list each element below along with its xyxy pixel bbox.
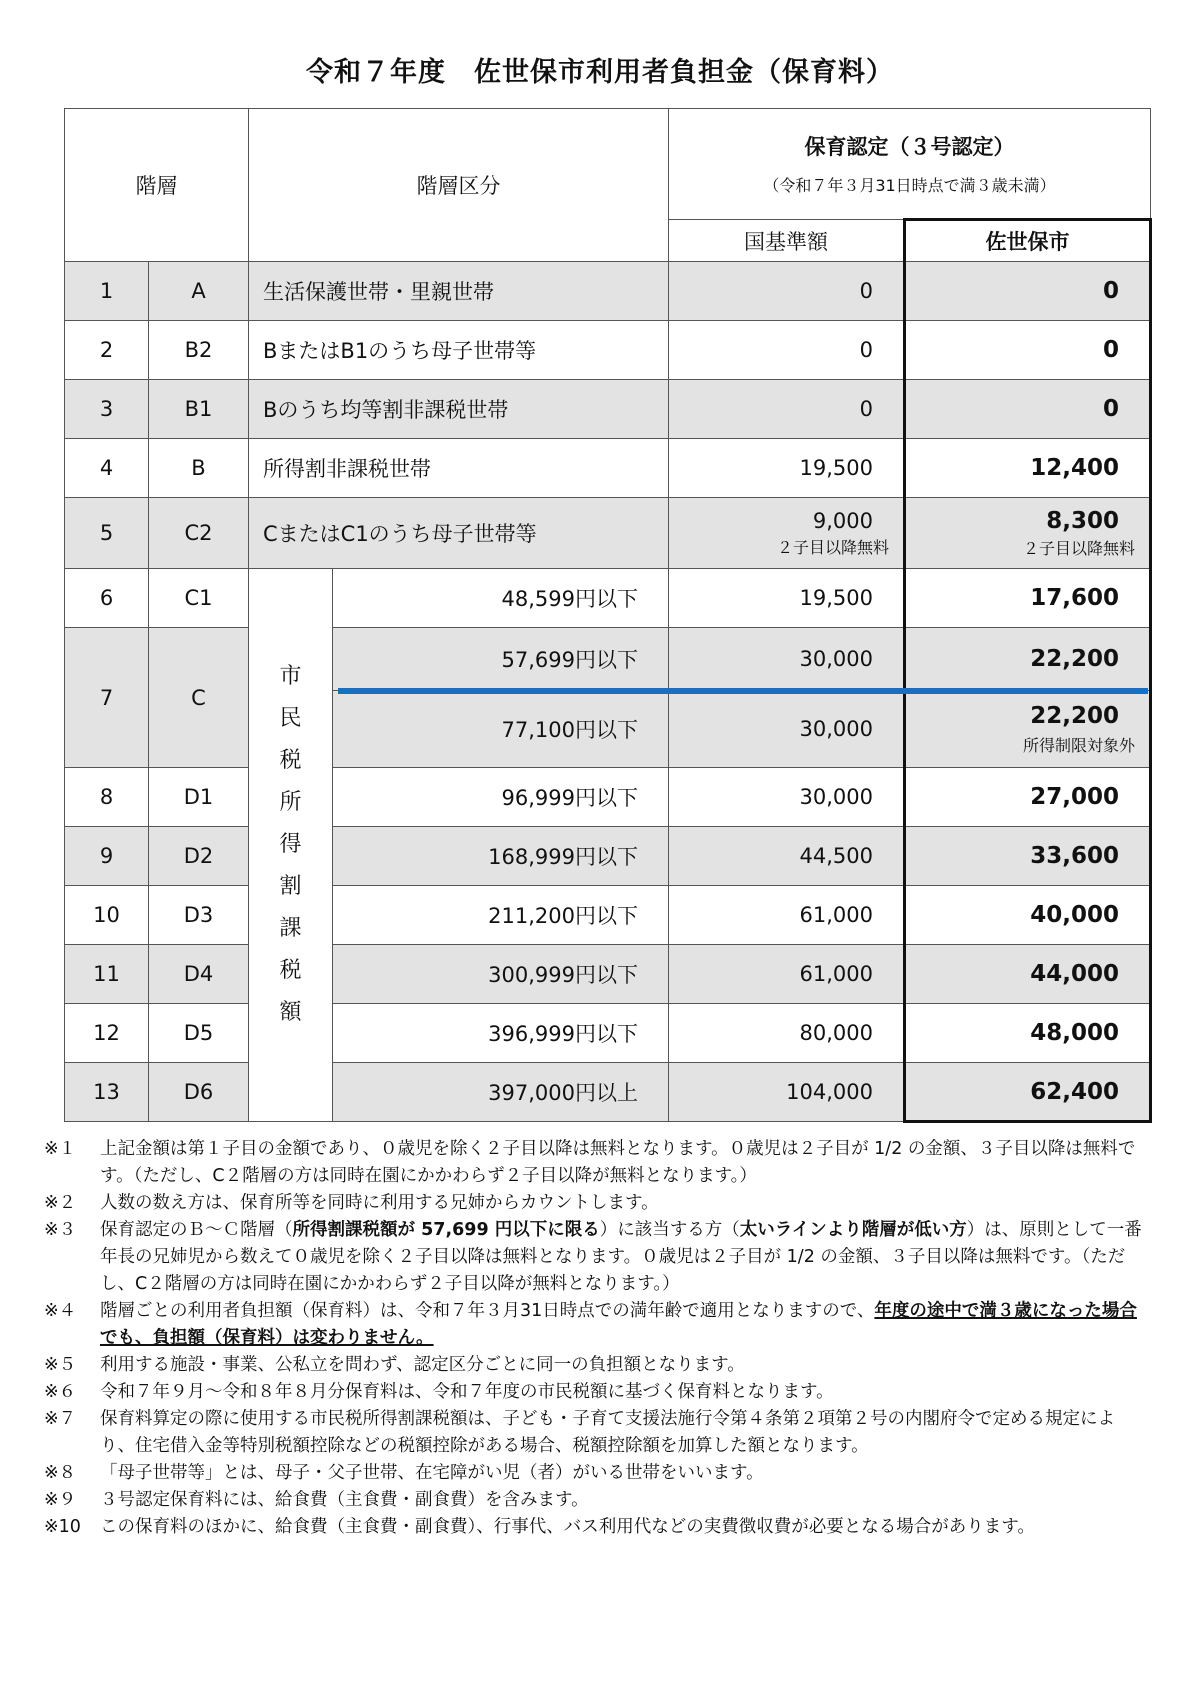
- note-4: [44, 1298, 1144, 1352]
- tier-code: D1: [149, 768, 249, 827]
- tier-number: 12: [65, 1004, 149, 1063]
- sasebo-value: 8,300: [1046, 507, 1119, 534]
- tier-code: C1: [149, 569, 249, 628]
- sasebo-note: ２子目以降無料: [1022, 538, 1135, 558]
- tier-code: D5: [149, 1004, 249, 1063]
- sasebo-amount: 12,400: [905, 439, 1151, 498]
- income-limit-line: [338, 688, 1148, 694]
- note-text: 「母子世帯等」とは、母子・父子世帯、在宅障がい児（者）がいる世帯をいいます。: [100, 1463, 764, 1483]
- sasebo-amount: 62,400: [905, 1063, 1151, 1122]
- tier-code: C: [149, 628, 249, 768]
- tier-label: Bのうち均等割非課税世帯: [249, 380, 669, 439]
- national-note: ２子目以降無料: [776, 537, 889, 557]
- tier-number: 11: [65, 945, 149, 1004]
- header-tier: 階層: [65, 109, 249, 262]
- sasebo-amount: 0: [905, 321, 1151, 380]
- sasebo-amount: [905, 498, 1151, 569]
- tier-code: C2: [149, 498, 249, 569]
- table-row: [65, 768, 1151, 827]
- national-amount: 61,000: [669, 886, 905, 945]
- note-6: [44, 1379, 1144, 1406]
- header-division: 階層区分: [249, 109, 669, 262]
- certification-subtitle: （令和７年３月31日時点で満３歳未満）: [763, 176, 1056, 195]
- note-text: 階層ごとの利用者負担額（保育料）は、令和７年３月31日時点での満年齢で適用となりますので、年度の途中で満３歳になった場合でも、負担額（保育料）は変わりません。: [100, 1301, 1137, 1348]
- tax-threshold: 211,200円以下: [333, 886, 669, 945]
- national-amount: [669, 498, 905, 569]
- certification-title: 保育認定（３号認定）: [804, 135, 1015, 159]
- national-amount: 0: [669, 262, 905, 321]
- table-row: [65, 1063, 1151, 1122]
- tier-label: BまたはB1のうち母子世帯等: [249, 321, 669, 380]
- table-row: [65, 1004, 1151, 1063]
- tier-number: 10: [65, 886, 149, 945]
- tier-number: 1: [65, 262, 149, 321]
- note-text: 利用する施設・事業、公私立を問わず、認定区分ごとに同一の負担額となります。: [100, 1355, 745, 1375]
- sasebo-value: 22,200: [1030, 702, 1119, 729]
- sasebo-amount: [905, 691, 1151, 768]
- tier-code: D2: [149, 827, 249, 886]
- national-amount: 61,000: [669, 945, 905, 1004]
- note-text: この保育料のほかに、給食費（主食費・副食費）、行事代、バス利用代などの実費徴収費が必要となる場合があります。: [100, 1517, 1035, 1537]
- note-mark: ※８: [44, 1463, 77, 1483]
- tax-threshold: 96,999円以下: [333, 768, 669, 827]
- national-amount: 44,500: [669, 827, 905, 886]
- table-row: [65, 628, 1151, 691]
- sasebo-amount: 33,600: [905, 827, 1151, 886]
- note-text: 人数の数え方は、保育所等を同時に利用する兄姉からカウントします。: [100, 1193, 659, 1213]
- note-text: ３号認定保育料には、給食費（主食費・副食費）を含みます。: [100, 1490, 589, 1510]
- sasebo-amount: 44,000: [905, 945, 1151, 1004]
- table-row: [65, 886, 1151, 945]
- sasebo-amount: 22,200: [905, 628, 1151, 691]
- tax-threshold: 168,999円以下: [333, 827, 669, 886]
- tier-number: 6: [65, 569, 149, 628]
- national-amount: 30,000: [669, 691, 905, 768]
- note-10: [44, 1514, 1144, 1541]
- national-amount: 104,000: [669, 1063, 905, 1122]
- tax-threshold: 396,999円以下: [333, 1004, 669, 1063]
- header-sasebo: 佐世保市: [905, 220, 1151, 262]
- note-7: [44, 1406, 1144, 1460]
- page-title: 令和７年度 佐世保市利用者負担金（保育料）: [306, 57, 894, 88]
- note-mark: ※６: [44, 1382, 77, 1402]
- note-5: [44, 1352, 1144, 1379]
- header-national: 国基準額: [669, 220, 905, 262]
- sasebo-amount: 27,000: [905, 768, 1151, 827]
- header-certification: [669, 109, 1151, 220]
- note-text: 令和７年９月～令和８年８月分保育料は、令和７年度の市民税額に基づく保育料となります。: [100, 1382, 834, 1402]
- note-8: [44, 1460, 1144, 1487]
- note-text: 上記金額は第１子目の金額であり、０歳児を除く２子目以降は無料となります。０歳児は２子目が 1/2 の金額、３子目以降は無料です。（ただし、C２階層の方は同時在園にかかわらず２子目以降が無料となります。）: [100, 1139, 1136, 1186]
- tax-threshold: 77,100円以下: [333, 691, 669, 768]
- tier-number: 8: [65, 768, 149, 827]
- note-mark: ※２: [44, 1193, 77, 1213]
- note-mark: ※７: [44, 1409, 77, 1429]
- tier-label: 生活保護世帯・里親世帯: [249, 262, 669, 321]
- national-amount: 0: [669, 380, 905, 439]
- tier-number: 9: [65, 827, 149, 886]
- note-mark: ※４: [44, 1301, 77, 1321]
- fee-table: [64, 108, 1152, 1123]
- note-2: [44, 1190, 1144, 1217]
- tier-number: 13: [65, 1063, 149, 1122]
- tier-code: A: [149, 262, 249, 321]
- tier-label: CまたはC1のうち母子世帯等: [249, 498, 669, 569]
- table-row: [65, 321, 1151, 380]
- national-amount: 19,500: [669, 439, 905, 498]
- table-row: [65, 827, 1151, 886]
- national-amount: 30,000: [669, 768, 905, 827]
- note-mark: ※10: [44, 1517, 81, 1537]
- table-row: [65, 262, 1151, 321]
- tier-number: 7: [65, 628, 149, 768]
- national-amount: 0: [669, 321, 905, 380]
- tier-label: 所得割非課税世帯: [249, 439, 669, 498]
- tax-threshold: 300,999円以下: [333, 945, 669, 1004]
- tier-number: 3: [65, 380, 149, 439]
- tax-threshold: 397,000円以上: [333, 1063, 669, 1122]
- note-text: 保育料算定の際に使用する市民税所得割課税額は、子ども・子育て支援法施行令第４条第２項第２号の内閣府令で定める規定により、住宅借入金等特別税額控除などの税額控除がある場合、税額控除額を加算した額となります。: [100, 1409, 1115, 1456]
- table-row: [65, 498, 1151, 569]
- note-9: [44, 1487, 1144, 1514]
- note-1: [44, 1136, 1144, 1190]
- tier-code: B1: [149, 380, 249, 439]
- sasebo-note: 所得制限対象外: [1022, 735, 1135, 755]
- sasebo-amount: 0: [905, 380, 1151, 439]
- national-amount: 80,000: [669, 1004, 905, 1063]
- tier-number: 5: [65, 498, 149, 569]
- note-text: 保育認定のＢ～Ｃ階層（所得割課税額が 57,699 円以下に限る）に該当する方（太いラインより階層が低い方）は、原則として一番年長の兄姉児から数えて０歳児を除く２子目以降は無料となります。０歳児は２子目が 1/2 の金額、３子目以降は無料です。（ただし、C２階層の方は同時在園にかかわらず２子目以降が無料となります。）: [100, 1220, 1142, 1294]
- tier-code: B: [149, 439, 249, 498]
- tier-code: B2: [149, 321, 249, 380]
- note-3: [44, 1217, 1144, 1298]
- table-row: [65, 569, 1151, 628]
- sasebo-amount: 0: [905, 262, 1151, 321]
- sasebo-amount: 40,000: [905, 886, 1151, 945]
- tier-number: 4: [65, 439, 149, 498]
- note-mark: ※１: [44, 1139, 77, 1159]
- table-row: [65, 380, 1151, 439]
- tax-threshold: 48,599円以下: [333, 569, 669, 628]
- note-mark: ※９: [44, 1490, 77, 1510]
- table-row: [65, 945, 1151, 1004]
- tier-number: 2: [65, 321, 149, 380]
- sasebo-amount: 48,000: [905, 1004, 1151, 1063]
- tier-code: D3: [149, 886, 249, 945]
- note-mark: ※５: [44, 1355, 77, 1375]
- national-amount: 19,500: [669, 569, 905, 628]
- tax-threshold: 57,699円以下: [333, 628, 669, 691]
- table-row: [65, 439, 1151, 498]
- tier-code: D6: [149, 1063, 249, 1122]
- national-value: 9,000: [812, 508, 873, 533]
- national-amount: 30,000: [669, 628, 905, 691]
- notes-section: [44, 1136, 1144, 1541]
- tier-code: D4: [149, 945, 249, 1004]
- sasebo-amount: 17,600: [905, 569, 1151, 628]
- note-mark: ※３: [44, 1220, 77, 1240]
- municipal-tax-label: 市 民 税 所 得 割 課 税 額: [249, 569, 333, 1122]
